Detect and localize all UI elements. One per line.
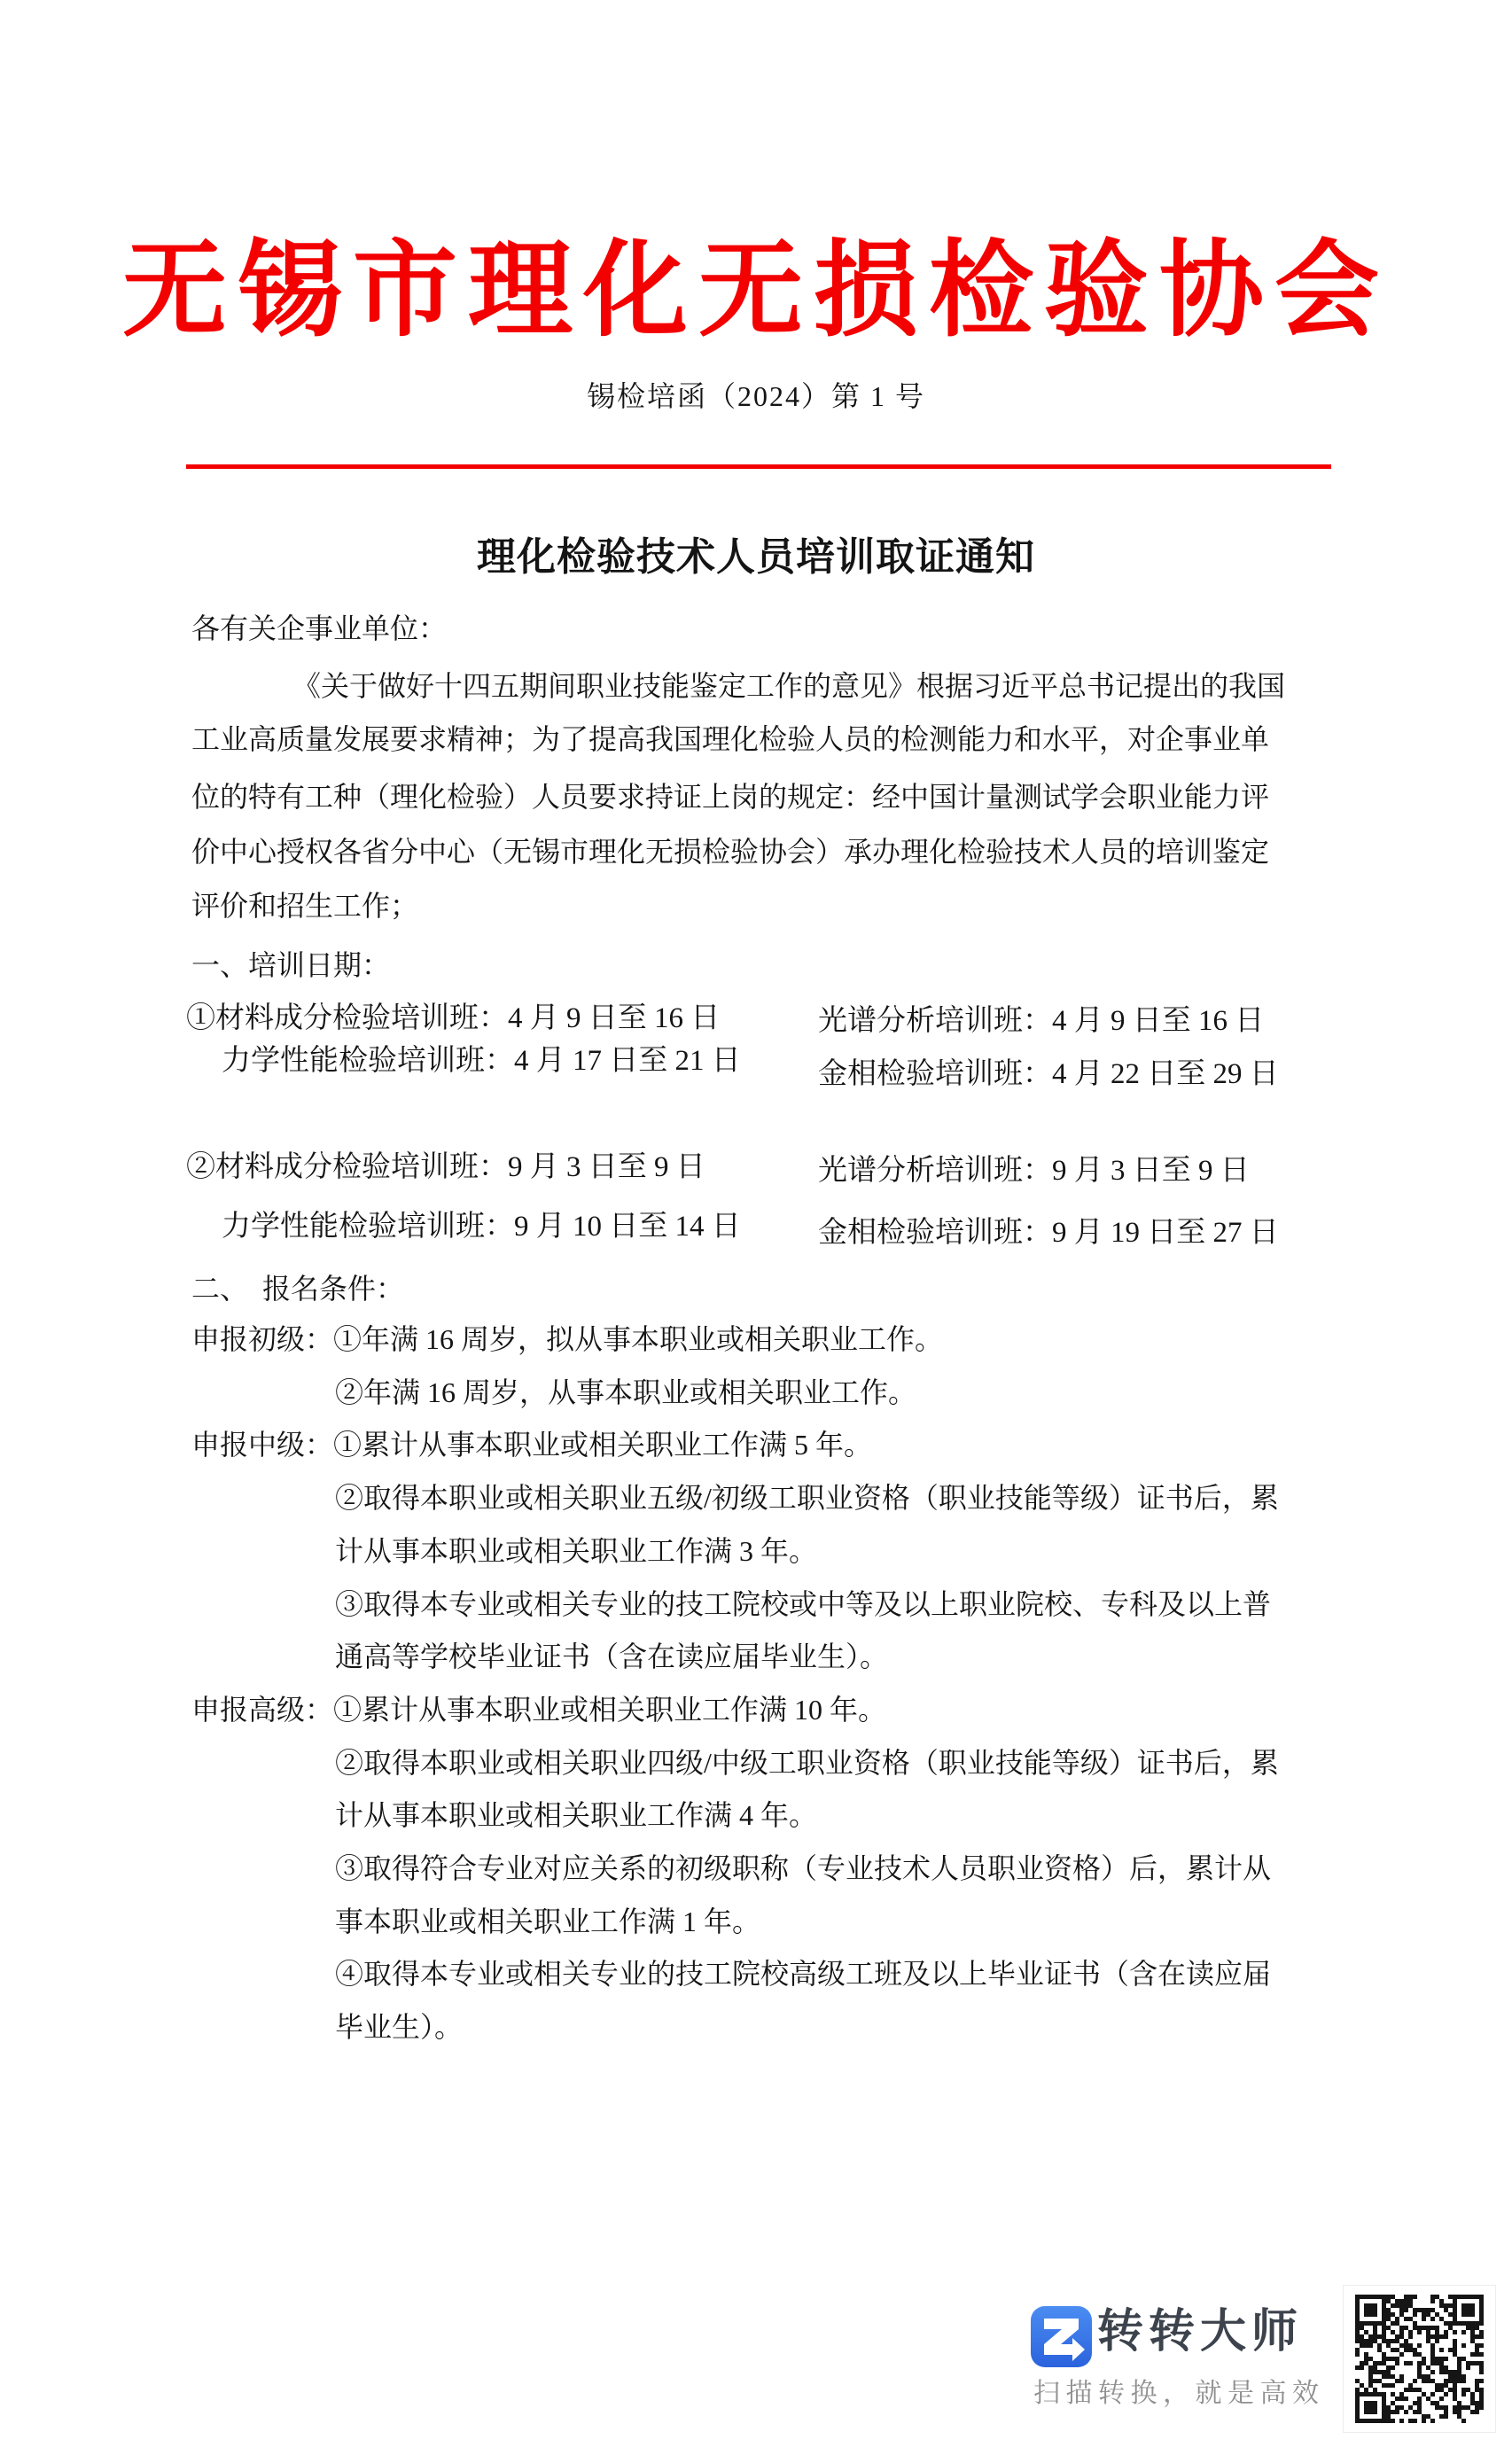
- requirement-line: ③取得本专业或相关专业的技工院校或中等及以上职业院校、专科及以上普: [335, 1587, 1272, 1620]
- requirement-line: 事本职业或相关职业工作满 1 年。: [335, 1905, 761, 1937]
- schedule-line: 光谱分析培训班：9 月 3 日至 9 日: [818, 1155, 1250, 1187]
- requirement-line: 毕业生）。: [335, 2011, 464, 2044]
- z-arrow-icon: [1031, 2306, 1092, 2367]
- section2-heading: 二、 报名条件：: [191, 1273, 405, 1305]
- doc-number: 锡检培函（2024）第 1 号: [586, 380, 925, 412]
- notice-title: 理化检验技术人员培训取证通知: [477, 535, 1035, 579]
- requirement-line: ②取得本职业或相关职业四级/中级工职业资格（职业技能等级）证书后，累: [335, 1746, 1279, 1779]
- salutation: 各有关企事业单位：: [191, 612, 448, 644]
- requirement-line: 申报中级：①累计从事本职业或相关职业工作满 5 年。: [191, 1429, 873, 1461]
- schedule-line: 金相检验培训班：4 月 22 日至 29 日: [818, 1058, 1279, 1090]
- intro-line: 评价和招生工作；: [191, 890, 419, 922]
- requirement-line: ②年满 16 周岁，从事本职业或相关职业工作。: [335, 1376, 917, 1408]
- qr-code: [1343, 2285, 1496, 2433]
- brand-name: 转转大师: [1097, 2306, 1304, 2358]
- schedule-line: 光谱分析培训班：4 月 9 日至 16 日: [818, 1005, 1265, 1037]
- requirement-line: 通高等学校毕业证书（含在读应届毕业生）。: [335, 1641, 889, 1673]
- requirement-line: 计从事本职业或相关职业工作满 3 年。: [335, 1534, 818, 1567]
- intro-line: 工业高质量发展要求精神；为了提高我国理化检验人员的检测能力和水平，对企事业单: [191, 723, 1270, 755]
- schedule-line: 力学性能检验培训班：9 月 10 日至 14 日: [222, 1211, 741, 1243]
- requirement-line: ④取得本专业或相关专业的技工院校高级工班及以上毕业证书（含在读应届: [335, 1958, 1272, 1991]
- requirement-line: 申报高级：①累计从事本职业或相关职业工作满 10 年。: [191, 1693, 887, 1726]
- requirement-line: 计从事本职业或相关职业工作满 4 年。: [335, 1799, 818, 1832]
- requirement-line: 申报初级：①年满 16 周岁，拟从事本职业或相关职业工作。: [191, 1323, 944, 1355]
- intro-line: 《关于做好十四五期间职业技能鉴定工作的意见》根据习近平总书记提出的我国: [292, 670, 1286, 702]
- section1-heading: 一、培训日期：: [191, 949, 391, 981]
- red-divider-line: [186, 464, 1331, 469]
- requirement-line: ②取得本职业或相关职业五级/初级工职业资格（职业技能等级）证书后，累: [335, 1482, 1279, 1515]
- schedule-line: 力学性能检验培训班：4 月 17 日至 21 日: [222, 1045, 741, 1077]
- schedule-line: ②材料成分检验培训班：9 月 3 日至 9 日: [186, 1151, 705, 1183]
- intro-line: 价中心授权各省分中心（无锡市理化无损检验协会）承办理化检验技术人员的培训鉴定: [191, 836, 1270, 868]
- schedule-line: ①材料成分检验培训班：4 月 9 日至 16 日: [186, 1002, 721, 1034]
- requirement-line: ③取得符合专业对应关系的初级职称（专业技术人员职业资格）后，累计从: [335, 1852, 1272, 1885]
- schedule-line: 金相检验培训班：9 月 19 日至 27 日: [818, 1217, 1279, 1249]
- requirements-list: [191, 1313, 1344, 2054]
- brand-tagline: 扫描转换，就是高效: [1033, 2379, 1325, 2408]
- org-title: 无锡市理化无损检验协会: [121, 233, 1390, 349]
- intro-line: 位的特有工种（理化检验）人员要求持证上岗的规定：经中国计量测试学会职业能力评: [191, 781, 1270, 813]
